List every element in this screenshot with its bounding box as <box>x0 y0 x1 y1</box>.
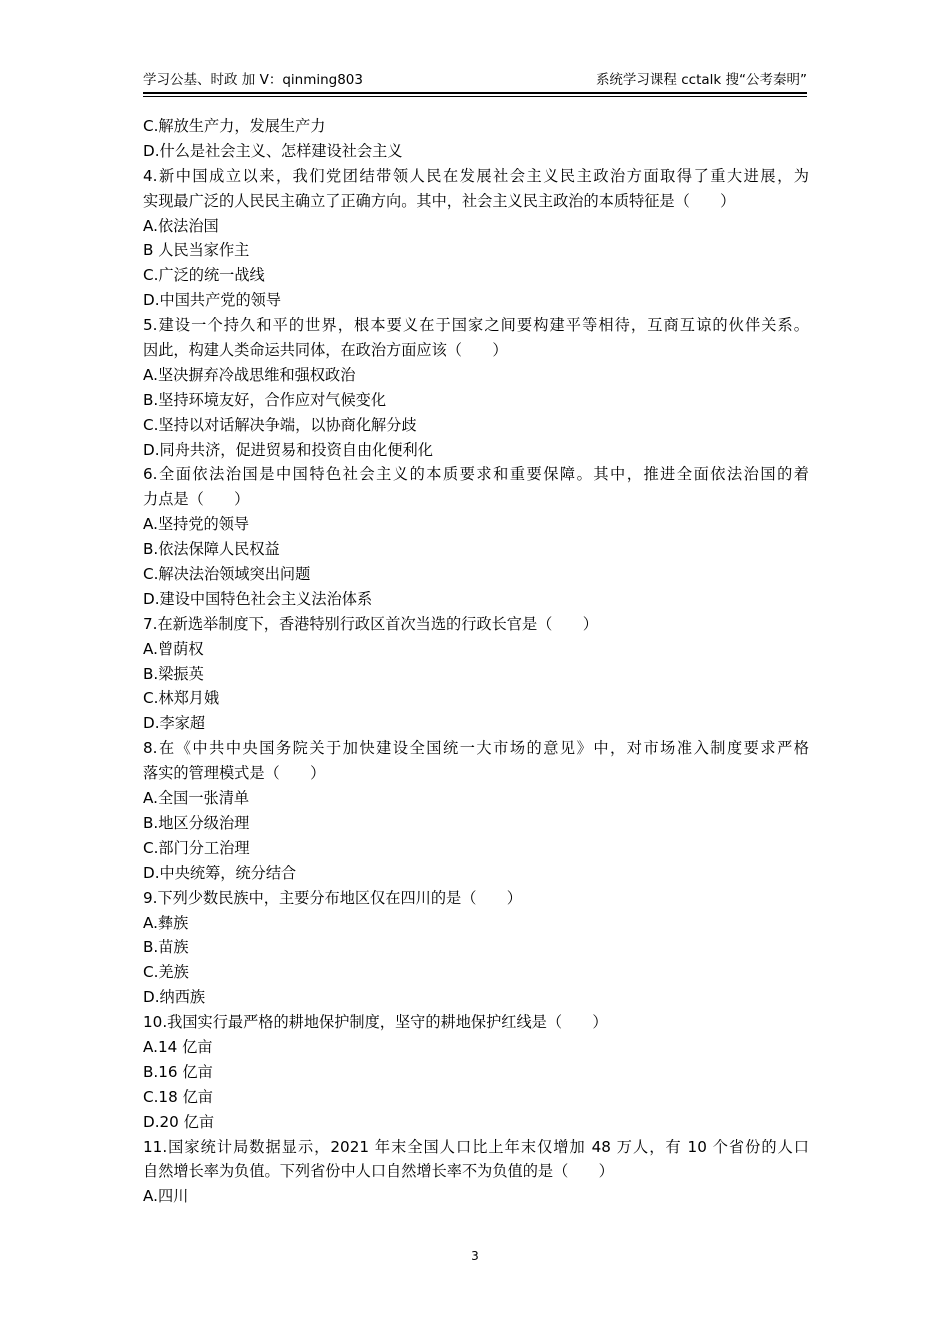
header-left-text: 学习公基、时政 加 V：qinming803 <box>143 72 363 88</box>
text-line: B.梁振英 <box>143 664 204 683</box>
text-line: A.依法治国 <box>143 216 219 235</box>
text-line: C.广泛的统一战线 <box>143 266 265 285</box>
text-line: 实现最广泛的人民民主确立了正确方向。其中，社会主义民主政治的本质特征是（ ） <box>143 191 736 210</box>
text-line: B.坚持环境友好，合作应对气候变化 <box>143 390 387 409</box>
text-line: D.中国共产党的领导 <box>143 291 282 310</box>
text-line: 4.新中国成立以来，我们党团结带领人民在发展社会主义民主政治方面取得了重大进展，为 <box>143 166 809 185</box>
text-line: D.纳西族 <box>143 988 206 1007</box>
text-line: C.部门分工治理 <box>143 838 250 857</box>
text-line: 自然增长率为负值。下列省份中人口自然增长率不为负值的是（ ） <box>143 1162 614 1181</box>
text-line: A.坚持党的领导 <box>143 515 250 534</box>
text-line: B.16 亿亩 <box>143 1062 213 1081</box>
page-header <box>143 70 807 92</box>
text-line: B.地区分级治理 <box>143 813 250 832</box>
text-line: D.中央统筹，统分结合 <box>143 863 297 882</box>
text-line: C.解决法治领域突出问题 <box>143 565 311 584</box>
header-rule-thin <box>143 96 807 97</box>
text-line: B 人民当家作主 <box>143 241 250 260</box>
text-line: D.20 亿亩 <box>143 1112 215 1131</box>
text-line: D.建设中国特色社会主义法治体系 <box>143 589 373 608</box>
text-line: 落实的管理模式是（ ） <box>143 764 326 783</box>
text-line: A.全国一张清单 <box>143 789 250 808</box>
text-line: C.林郑月娥 <box>143 689 220 708</box>
text-line: 7.在新选举制度下，香港特别行政区首次当选的行政长官是（ ） <box>143 614 598 633</box>
text-line: B.苗族 <box>143 938 189 957</box>
text-line: 8.在《中共中央国务院关于加快建设全国统一大市场的意见》中，对市场准入制度要求严格 <box>143 739 809 758</box>
page-number: 3 <box>471 1249 479 1263</box>
text-line: 9.下列少数民族中，主要分布地区仅在四川的是（ ） <box>143 888 522 907</box>
text-line: D.什么是社会主义、怎样建设社会主义 <box>143 141 403 160</box>
text-line: C.羌族 <box>143 963 189 982</box>
text-line: A.曾荫权 <box>143 639 204 658</box>
text-line: D.李家超 <box>143 714 206 733</box>
text-line: 力点是（ ） <box>143 490 250 509</box>
text-line: 11.国家统计局数据显示，2021 年末全国人口比上年末仅增加 48 万人，有 10 个省份的人口 <box>143 1137 809 1156</box>
text-line: A.14 亿亩 <box>143 1037 213 1056</box>
text-line: C.18 亿亩 <box>143 1087 213 1106</box>
text-line: 因此，构建人类命运共同体，在政治方面应该（ ） <box>143 341 508 360</box>
text-line: 5.建设一个持久和平的世界，根本要义在于国家之间要构建平等相待，互商互谅的伙伴关系。 <box>143 316 809 335</box>
text-line: D.同舟共济，促进贸易和投资自由化便利化 <box>143 440 433 459</box>
text-line: C.解放生产力，发展生产力 <box>143 117 326 135</box>
text-line: B.依法保障人民权益 <box>143 540 280 559</box>
text-line: 6.全面依法治国是中国特色社会主义的本质要求和重要保障。其中，推进全面依法治国的着 <box>143 465 809 484</box>
header-right-text: 系统学习课程 cctalk 搜“公考秦明” <box>595 72 807 88</box>
text-line: A.坚决摒弃冷战思维和强权政治 <box>143 365 356 384</box>
text-line: A.四川 <box>143 1187 189 1206</box>
text-line: C.坚持以对话解决争端，以协商化解分歧 <box>143 415 417 434</box>
text-line: A.彝族 <box>143 913 189 932</box>
header-rule-thick <box>143 92 807 94</box>
document-body <box>143 114 809 1209</box>
text-line: 10.我国实行最严格的耕地保护制度，坚守的耕地保护红线是（ ） <box>143 1013 608 1032</box>
